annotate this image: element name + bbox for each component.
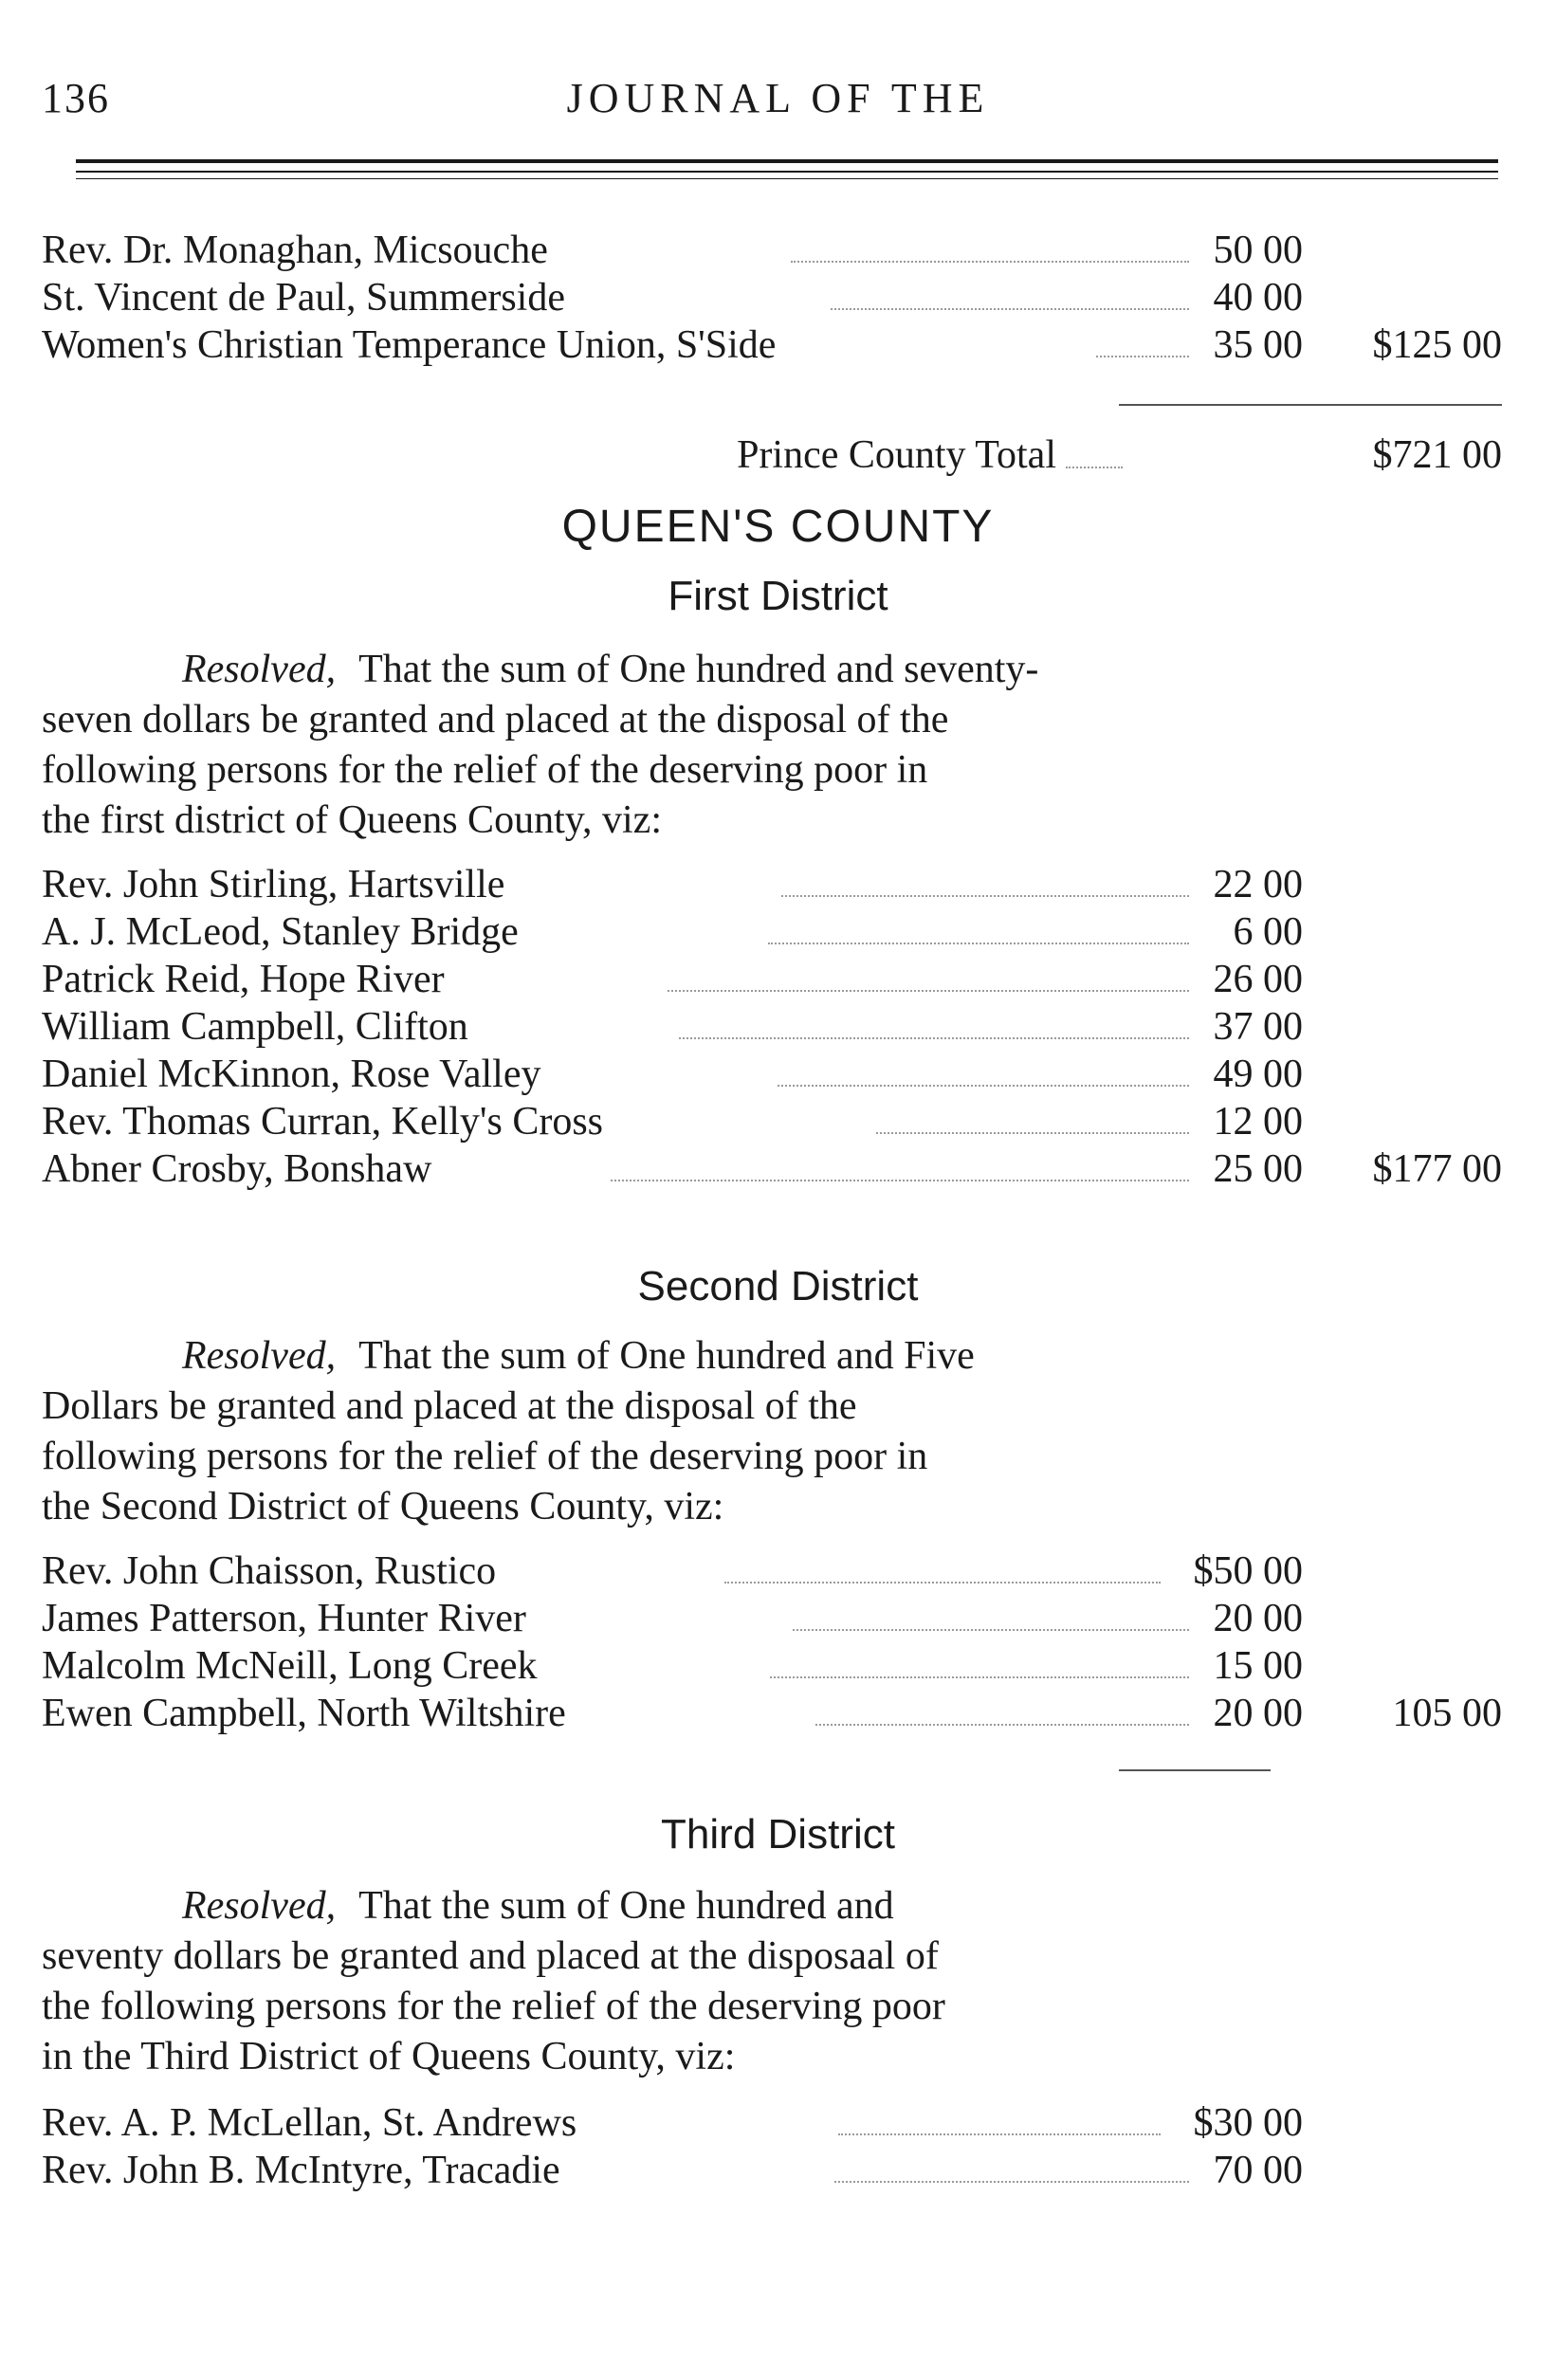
leader-dots (793, 1629, 1189, 1631)
leader-dots (668, 990, 1189, 992)
amount: 20 00 (1213, 1692, 1303, 1735)
amount: 49 00 (1213, 1053, 1303, 1096)
county-total-label: Prince County Total (737, 433, 1056, 477)
amount: 35 00 (1213, 323, 1303, 367)
resolution-line: seventy dollars be granted and placed at the disposaal of (42, 1934, 939, 1978)
resolution-paragraph (42, 645, 1271, 846)
recipient-name: Ewen Campbell, North Wiltshire (42, 1692, 566, 1735)
ledger-row (42, 1546, 1502, 1597)
amount: 6 00 (1233, 910, 1303, 954)
leader-dots (834, 2181, 1189, 2183)
resolution-paragraph (42, 1881, 1271, 2082)
recipient-name: James Patterson, Hunter River (42, 1597, 526, 1640)
recipient-name: Rev. John Chaisson, Rustico (42, 1549, 497, 1593)
amount: 40 00 (1213, 276, 1303, 320)
recipient-name: Rev. John B. McIntyre, Tracadie (42, 2149, 560, 2192)
ledger-row (42, 1640, 1502, 1692)
resolution-line: Resolved, That the sum of One hundred and seventy- (182, 648, 1039, 691)
recipient-name: Rev. John Stirling, Hartsville (42, 863, 505, 906)
leader-dots (838, 2133, 1161, 2135)
resolution-line: following persons for the relief of the deserving poor in (42, 748, 928, 792)
amount: 12 00 (1213, 1100, 1303, 1144)
resolved-label: Resolved, (182, 1884, 337, 1928)
district-heading: First District (668, 573, 888, 619)
amount: 25 00 (1213, 1147, 1303, 1191)
subtotal: $177 00 (1372, 1147, 1502, 1191)
amount: 15 00 (1213, 1644, 1303, 1688)
district-heading: Second District (637, 1263, 919, 1309)
ledger-row (42, 225, 1502, 276)
leader-dots (876, 1132, 1189, 1134)
ledger-row (42, 320, 1502, 371)
recipient-name: Rev. A. P. McLellan, St. Andrews (42, 2101, 577, 2145)
ledger-row (42, 1593, 1502, 1644)
resolution-line: Dollars be granted and placed at the disposal of the (42, 1384, 857, 1428)
amount: 70 00 (1213, 2149, 1303, 2192)
recipient-name: William Campbell, Clifton (42, 1005, 468, 1049)
amount: $50 00 (1193, 1549, 1303, 1593)
recipient-name: Rev. Dr. Monaghan, Micsouche (42, 229, 548, 272)
ledger-row (42, 859, 1502, 910)
header-rule (76, 159, 1498, 163)
ledger-row (42, 906, 1502, 958)
resolved-label: Resolved, (182, 648, 337, 691)
recipient-name: A. J. McLeod, Stanley Bridge (42, 910, 519, 954)
ledger-row (42, 272, 1502, 323)
resolution-line: Resolved, That the sum of One hundred and (182, 1884, 894, 1928)
ledger-row (42, 2097, 1502, 2149)
resolution-line: seven dollars be granted and placed at the disposal of the (42, 698, 949, 741)
county-total-row (0, 429, 1502, 482)
ledger-row (42, 1096, 1502, 1147)
header-rule (76, 171, 1498, 173)
leader-dots (611, 1180, 1189, 1181)
amount: 26 00 (1213, 958, 1303, 1001)
page-number: 136 (42, 75, 110, 121)
leader-dots (768, 943, 1189, 944)
district-heading: Third District (661, 1811, 895, 1858)
leader-dots (815, 1724, 1189, 1726)
leader-dots (831, 308, 1189, 310)
recipient-name: Abner Crosby, Bonshaw (42, 1147, 432, 1191)
leader-dots (679, 1037, 1189, 1039)
leader-dots (778, 1085, 1189, 1087)
resolution-line: the first district of Queens County, viz: (42, 798, 662, 842)
ledger-row (42, 1049, 1502, 1100)
subtotal: 105 00 (1392, 1692, 1502, 1735)
ledger-row (42, 2145, 1502, 2196)
running-head: JOURNAL OF THE (566, 75, 990, 121)
leader-dots (791, 261, 1189, 263)
subtotal: $125 00 (1372, 323, 1502, 367)
amount: 50 00 (1213, 229, 1303, 272)
amount: 20 00 (1213, 1597, 1303, 1640)
amount: $30 00 (1193, 2101, 1303, 2145)
resolution-line: following persons for the relief of the deserving poor in (42, 1435, 928, 1478)
amount: 37 00 (1213, 1005, 1303, 1049)
resolved-label: Resolved, (182, 1334, 337, 1378)
leader-dots (781, 895, 1189, 897)
recipient-name: Malcolm McNeill, Long Creek (42, 1644, 538, 1688)
county-total-amount: $721 00 (1372, 433, 1502, 477)
recipient-name: Patrick Reid, Hope River (42, 958, 445, 1001)
ledger-row (42, 954, 1502, 1005)
leader-dots (1096, 356, 1189, 357)
sum-rule (1119, 404, 1502, 406)
leader-dots (724, 1582, 1161, 1584)
county-heading: QUEEN'S COUNTY (561, 502, 995, 552)
resolution-line: Resolved, That the sum of One hundred and Five (182, 1334, 975, 1378)
recipient-name: Women's Christian Temperance Union, S'Side (42, 323, 777, 367)
ledger-row (42, 1001, 1502, 1053)
ledger-row (42, 1144, 1502, 1195)
header-rule (76, 178, 1498, 179)
resolution-paragraph (42, 1331, 1271, 1532)
resolution-line: in the Third District of Queens County, viz: (42, 2035, 736, 2078)
ledger-row (42, 1688, 1502, 1739)
recipient-name: St. Vincent de Paul, Summerside (42, 276, 565, 320)
leader-dots (770, 1676, 1189, 1678)
recipient-name: Rev. Thomas Curran, Kelly's Cross (42, 1100, 604, 1144)
amount: 22 00 (1213, 863, 1303, 906)
recipient-name: Daniel McKinnon, Rose Valley (42, 1053, 541, 1096)
leader-dots (1066, 467, 1123, 468)
resolution-line: the following persons for the relief of the deserving poor (42, 1985, 945, 2028)
resolution-line: the Second District of Queens County, viz: (42, 1485, 724, 1529)
sum-rule (1119, 1769, 1271, 1771)
